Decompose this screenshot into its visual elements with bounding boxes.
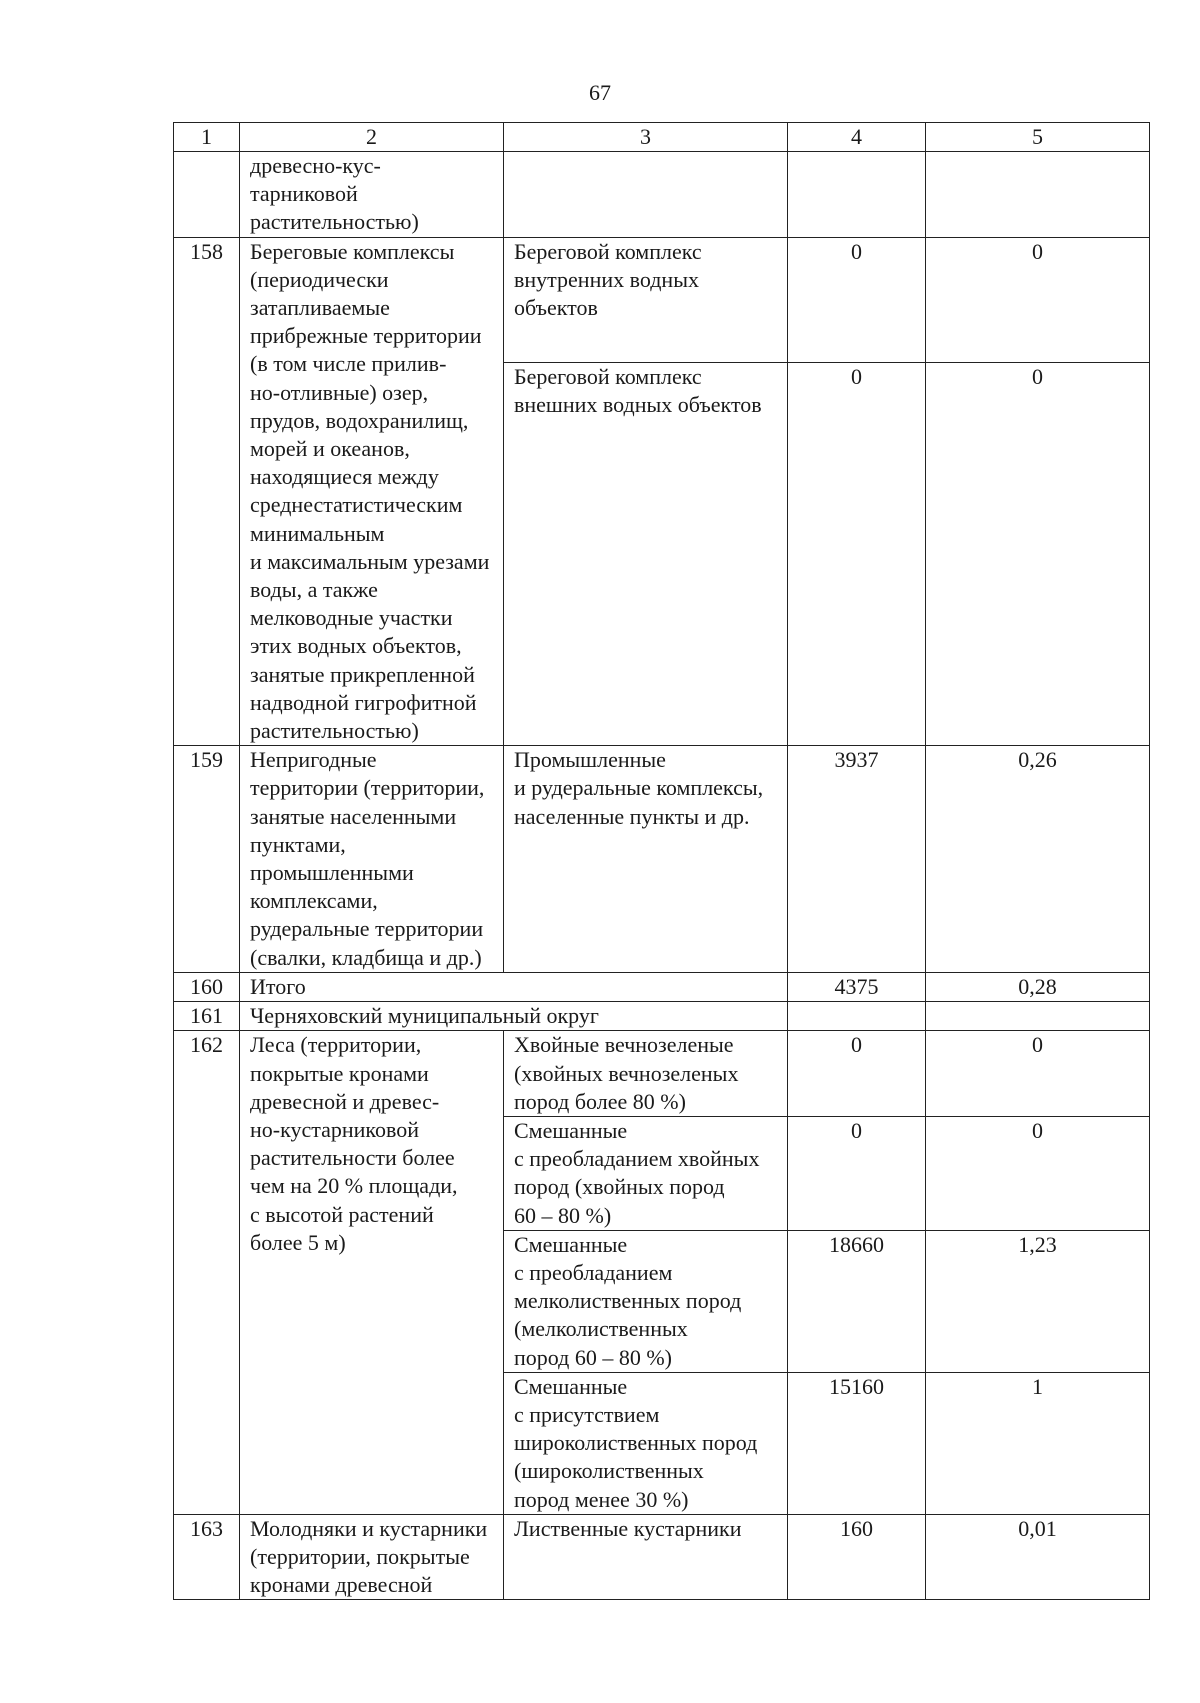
complex-cell: Смешанные с преобладанием мелколиственных пород (мелколиственных пород 60 – 80 %) — [504, 1230, 788, 1372]
row-number-cell: 159 — [174, 746, 240, 973]
complex-cell: Хвойные вечнозеленые (хвойных вечнозеленых пород более 80 %) — [504, 1031, 788, 1117]
row-number-cell: 160 — [174, 972, 240, 1001]
area-cell: 4375 — [788, 972, 926, 1001]
share-cell: 0 — [926, 1116, 1150, 1230]
table-row-159 — [174, 746, 1150, 973]
share-cell: 1 — [926, 1372, 1150, 1514]
area-cell: 0 — [788, 1116, 926, 1230]
share-cell — [926, 1002, 1150, 1031]
complex-cell: Береговой комплекс внешних водных объектов — [504, 363, 788, 746]
table-row-161 — [174, 1002, 1150, 1031]
row-number-cell: 161 — [174, 1002, 240, 1031]
area-cell: 0 — [788, 237, 926, 363]
share-cell: 0 — [926, 237, 1150, 363]
complex-cell — [504, 152, 788, 238]
complex-cell: Смешанные с преобладанием хвойных пород (хвойных пород 60 – 80 %) — [504, 1116, 788, 1230]
share-cell: 0,01 — [926, 1514, 1150, 1600]
area-cell: 15160 — [788, 1372, 926, 1514]
complex-cell: Промышленные и рудеральные комплексы, населенные пункты и др. — [504, 746, 788, 973]
table-row-158 — [174, 237, 1150, 363]
header-cell-2: 2 — [240, 123, 504, 152]
territory-cell: Леса (территории, покрытые кронами древесной и древес- но-кустарниковой растительности более чем на 20 % площади, с высотой растений более 5 м) — [240, 1031, 504, 1514]
area-cell — [788, 1002, 926, 1031]
table-row-continuation — [174, 152, 1150, 238]
complex-cell: Лиственные кустарники — [504, 1514, 788, 1600]
header-cell-3: 3 — [504, 123, 788, 152]
area-cell: 0 — [788, 363, 926, 746]
header-cell-4: 4 — [788, 123, 926, 152]
share-cell: 0,26 — [926, 746, 1150, 973]
share-cell: 0 — [926, 363, 1150, 746]
area-cell: 160 — [788, 1514, 926, 1600]
share-cell — [926, 152, 1150, 238]
area-cell: 18660 — [788, 1230, 926, 1372]
table-row-163 — [174, 1514, 1150, 1600]
table-row-160 — [174, 972, 1150, 1001]
share-cell: 0,28 — [926, 972, 1150, 1001]
complex-cell: Береговой комплекс внутренних водных объектов — [504, 237, 788, 363]
row-number-cell: 158 — [174, 237, 240, 746]
total-label-cell: Итого — [240, 972, 788, 1001]
row-number-cell: 163 — [174, 1514, 240, 1600]
complex-cell: Смешанные с присутствием широколиственных пород (широколиственных пород менее 30 %) — [504, 1372, 788, 1514]
territory-cell: древесно-кус- тарниковой растительностью) — [240, 152, 504, 238]
data-table — [173, 122, 1150, 1600]
share-cell: 1,23 — [926, 1230, 1150, 1372]
area-cell: 3937 — [788, 746, 926, 973]
territory-cell: Непригодные территории (территории, занятые населенными пунктами, промышленными комплексами, рудеральные территории (свалки, кладбища и др.) — [240, 746, 504, 973]
territory-cell: Береговые комплексы (периодически затапливаемые прибрежные территории (в том числе прилив- но-отливные) озер, прудов, водохранилищ, морей и океанов, находящиеся между среднестатистическим минимальным и максимальным урезами воды, а также мелководные участки этих водных объектов, занятые прикрепленной надводной гигрофитной растительностью) — [240, 237, 504, 746]
territory-cell: Молодняки и кустарники (территории, покрытые кронами древесной — [240, 1514, 504, 1600]
area-cell: 0 — [788, 1031, 926, 1117]
row-number-cell: 162 — [174, 1031, 240, 1514]
row-number-cell — [174, 152, 240, 238]
table-header-row — [174, 123, 1150, 152]
share-cell: 0 — [926, 1031, 1150, 1117]
table-row-162 — [174, 1031, 1150, 1117]
page-number: 67 — [589, 80, 611, 105]
district-name-cell: Черняховский муниципальный округ — [240, 1002, 788, 1031]
header-cell-5: 5 — [926, 123, 1150, 152]
header-cell-1: 1 — [174, 123, 240, 152]
area-cell — [788, 152, 926, 238]
